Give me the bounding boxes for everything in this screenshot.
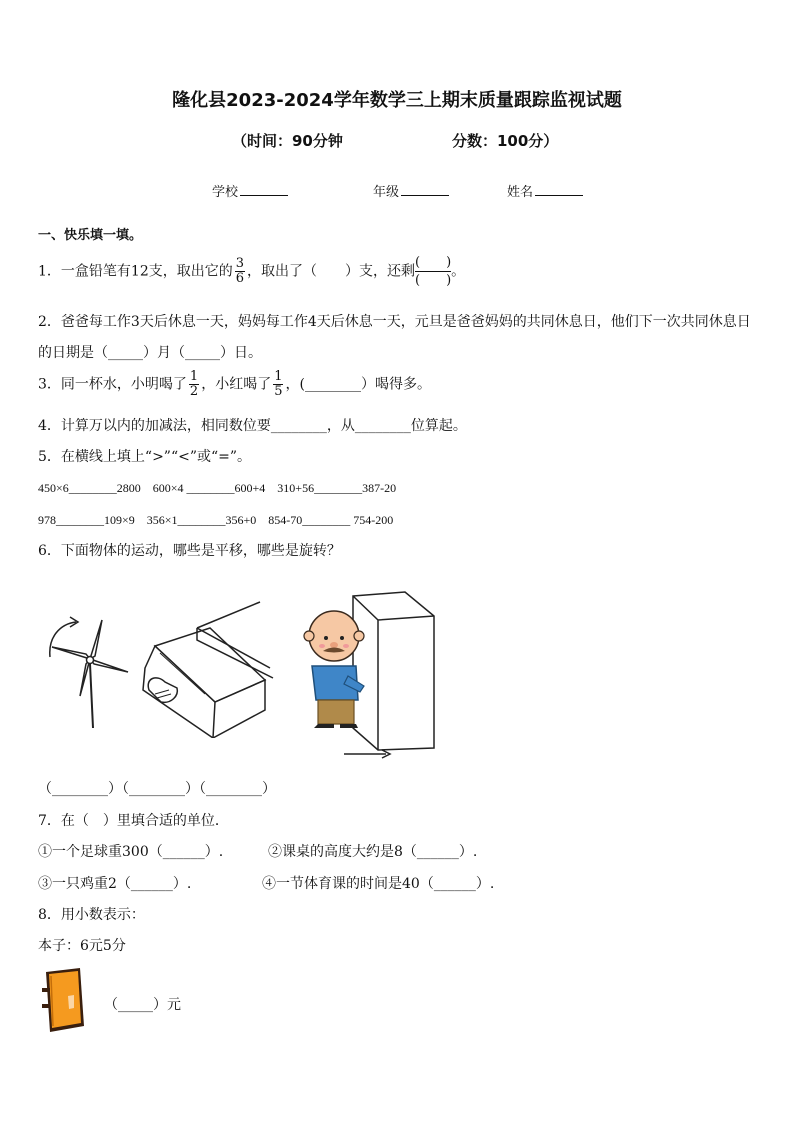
question-7-b: ②课桌的高度大约是8（______）. [268,844,478,860]
question-8-answer[interactable]: （_____）元 [104,997,181,1013]
q1-frac-den: 6 [235,271,245,286]
q3-f2-num: 1 [274,369,283,384]
school-label: 学校 [212,185,239,200]
question-2-line-1: 2．爸爸每工作3天后休息一天，妈妈每工作4天后休息一天，元旦是爸爸妈妈的共同休息日，他们下一次共同休息日 [38,314,751,330]
grade-label: 年级 [373,185,400,200]
question-7-c: ③一只鸡重2（______）. [38,876,192,892]
grade-blank[interactable] [401,183,449,196]
exam-score: 分数：100分） [452,132,559,150]
pinwheel-illustration [40,612,135,730]
school-blank[interactable] [240,183,288,196]
q1-fraction [235,257,245,286]
q3-f1-num: 1 [189,369,199,384]
q3-fraction-1 [189,370,199,399]
q3-f1-den: 2 [189,384,199,399]
question-5-title: 5．在横线上填上“>”“<”或“=”。 [38,449,252,465]
question-1 [38,254,465,289]
exam-time: （时间：90分钟 [232,132,343,150]
name-blank[interactable] [535,183,583,196]
page-title: 隆化县2023-2024学年数学三上期末质量跟踪监视试题 [172,90,622,111]
notebook-icon [40,966,88,1034]
section-title: 一、快乐填一填。 [38,228,143,243]
question-7-d: ④一节体育课的时间是40（______）. [262,876,495,892]
q3-text-before: 3．同一杯水，小明喝了 [38,376,187,393]
q3-text-end: ，(________）喝得多。 [285,376,431,393]
question-4: 4．计算万以内的加减法，相同数位要________，从________位算起。 [38,418,467,434]
q1-text-middle: ，取出了（ ）支，还剩 [247,263,416,280]
question-5-row-2: 978________109×9 356×1________356+0 854-70________ 754-200 [38,513,394,527]
q1-text-before: 1．一盒铅笔有12支，取出它的 [38,263,233,280]
q1-blank-den[interactable]: ( ) [415,273,452,288]
grandpa-pushing-box-illustration [298,588,443,763]
question-7-title: 7．在（ ）里填合适的单位． [38,813,229,829]
name-field[interactable] [507,181,583,200]
question-6-answers[interactable]: （________）（________）（________） [38,781,276,797]
name-label: 姓名 [507,185,534,200]
q1-blank-num[interactable]: ( ) [415,255,452,270]
drawer-illustration [135,598,275,738]
q3-f2-den: 5 [274,384,283,399]
question-5-row-1: 450×6________2800 600×4 ________600+4 310+56________387-20 [38,481,397,495]
question-7-a: ①一个足球重300（______）. [38,844,224,860]
q3-fraction-2 [273,370,283,399]
q1-frac-num: 3 [235,256,245,271]
question-8-item: 本子：6元5分 [38,938,126,954]
question-2-line-2: 的日期是（_____）月（_____）日。 [38,345,262,361]
question-3 [38,370,431,399]
q1-text-end: 。 [451,263,466,280]
school-field[interactable] [212,181,288,200]
grade-field[interactable] [373,181,449,200]
question-8-title: 8．用小数表示： [38,907,145,923]
q1-answer-fraction[interactable] [415,254,451,289]
question-6-title: 6．下面物体的运动，哪些是平移，哪些是旋转？ [38,543,341,559]
q3-text-middle: ，小红喝了 [201,376,272,393]
